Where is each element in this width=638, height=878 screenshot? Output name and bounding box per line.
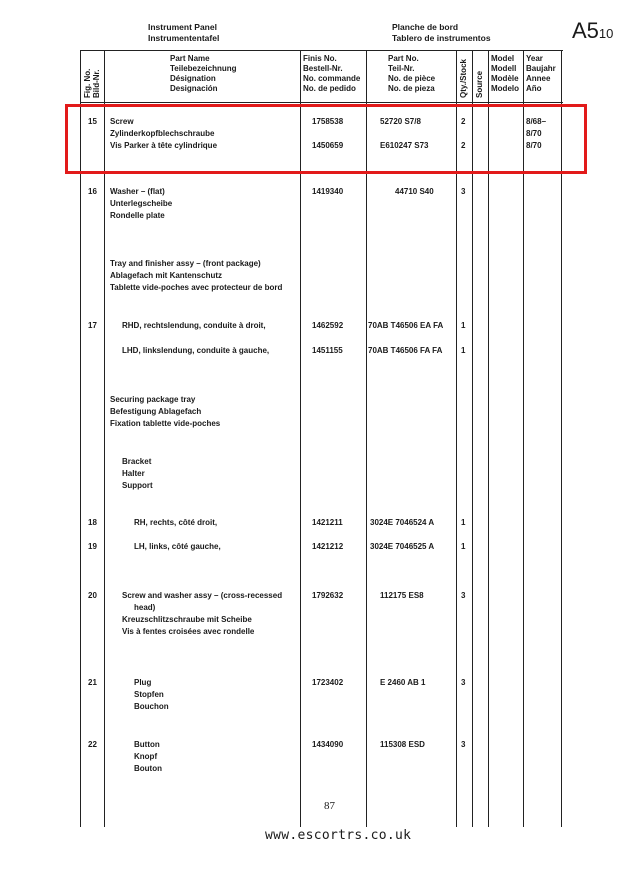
table-top-border <box>80 50 563 51</box>
part-no: 70AB T46506 EA FA <box>368 321 444 330</box>
name-line: Kreuzschlitzschraube mit Scheibe <box>122 615 252 624</box>
col-year-en: Year <box>526 54 543 63</box>
col-model <box>491 54 519 94</box>
name-line: Fixation tablette vide-poches <box>110 419 221 428</box>
finis-no: 1451155 <box>312 346 343 355</box>
part-no: 112175 ES8 <box>380 591 424 600</box>
year-line: 8/70 <box>526 129 542 138</box>
part-name-17-rhd: RHD, rechtslendung, conduite à droit, <box>122 321 266 330</box>
name-line: Bouton <box>134 764 162 773</box>
qty: 2 <box>461 117 466 126</box>
col-model-fr: Modèle <box>491 74 519 83</box>
col-part-no-fr: No. de pièce <box>388 74 436 83</box>
part-name-16 <box>110 186 172 222</box>
col-year <box>526 54 556 94</box>
table-header-border <box>80 102 563 103</box>
fig-22: 22 <box>88 740 97 749</box>
finis-no: 1419340 <box>312 187 344 196</box>
col-finis-de: Bestell-Nr. <box>303 64 343 73</box>
col-finis-es: No. de pedido <box>303 84 356 93</box>
group-bracket <box>122 456 153 492</box>
part-name-20 <box>122 590 282 638</box>
finis-no: 1421211 <box>312 518 343 527</box>
col-year-de: Baujahr <box>526 64 556 73</box>
finis-no: 1723402 <box>312 678 344 687</box>
part-no: E610247 S73 <box>380 141 429 150</box>
col-part-no-en: Part No. <box>388 54 419 63</box>
part-name-21 <box>134 677 169 713</box>
col-year-fr: Annee <box>526 74 551 83</box>
col-part-name-fr: Désignation <box>170 74 216 83</box>
name-line: Befestigung Ablagefach <box>110 407 202 416</box>
name-line: Vis Parker à tête cylindrique <box>110 141 218 150</box>
finis-no: 1792632 <box>312 591 344 600</box>
fig-21: 21 <box>88 678 97 687</box>
col-qty: Qty./Stock <box>459 59 468 98</box>
name-line: Plug <box>134 678 152 687</box>
page-code-sub: 10 <box>598 26 614 41</box>
qty: 1 <box>461 321 466 330</box>
finis-no: 1758538 <box>312 117 344 126</box>
finis-no: 1462592 <box>312 321 344 330</box>
part-name-18: RH, rechts, côté droit, <box>134 518 218 527</box>
col-part-name-es: Designación <box>170 84 218 93</box>
name-line: Support <box>122 481 153 490</box>
highlight-box <box>65 104 587 174</box>
qty: 1 <box>461 346 466 355</box>
fig-17: 17 <box>88 321 97 330</box>
fig-19: 19 <box>88 542 97 551</box>
fig-20: 20 <box>88 591 97 600</box>
name-line: Screw and washer assy – (cross-recessed <box>122 591 283 600</box>
qty: 3 <box>461 678 466 687</box>
title-es: Tablero de instrumentos <box>392 33 491 43</box>
page-code <box>572 18 613 44</box>
name-line: Vis à fentes croisées avec rondelle <box>122 627 255 636</box>
part-no: 52720 S7/8 <box>380 117 421 126</box>
col-fig-no: Fig. No. <box>83 68 92 98</box>
col-source: Source <box>475 70 484 98</box>
part-no: 3024E 7046524 A <box>370 518 435 527</box>
name-line: Knopf <box>134 752 158 761</box>
finis-no: 1434090 <box>312 740 344 749</box>
col-part-name <box>170 54 237 94</box>
name-line: Halter <box>122 469 145 478</box>
qty: 3 <box>461 740 466 749</box>
col-part-name-de: Teilebezeichnung <box>170 64 237 73</box>
name-line: Screw <box>110 117 134 126</box>
name-line: Bouchon <box>134 702 169 711</box>
col-year-es: Año <box>526 84 542 93</box>
group-securing <box>110 394 220 430</box>
col-bild-nr: Bild-Nr. <box>92 69 101 98</box>
year-line: 8/70 <box>526 141 542 150</box>
fig-18: 18 <box>88 518 97 527</box>
col-part-no-de: Teil-Nr. <box>388 64 415 73</box>
col-model-en: Model <box>491 54 515 63</box>
qty: 3 <box>461 591 466 600</box>
col-part-no <box>388 54 435 94</box>
footer-url[interactable]: www.escortrs.co.uk <box>265 828 412 843</box>
part-no: 115308 ESD <box>380 740 425 749</box>
qty: 1 <box>461 518 466 527</box>
name-line: Washer – (flat) <box>110 187 165 196</box>
col-part-name-en: Part Name <box>170 54 210 63</box>
part-name-17-lhd: LHD, linkslendung, conduite à gauche, <box>122 346 270 355</box>
fig-15: 15 <box>88 117 97 126</box>
finis-no: 1421212 <box>312 542 344 551</box>
name-line: Unterlegscheibe <box>110 199 173 208</box>
name-line: Stopfen <box>134 690 164 699</box>
part-name-19: LH, links, côté gauche, <box>134 542 221 551</box>
name-line: Rondelle plate <box>110 211 165 220</box>
page-code-main: A5 <box>572 18 599 43</box>
col-model-es: Modelo <box>491 84 519 93</box>
qty: 3 <box>461 187 466 196</box>
part-name-22 <box>134 739 162 775</box>
part-no: 3024E 7046525 A <box>370 542 435 551</box>
page-number: 87 <box>324 800 335 812</box>
col-finis <box>303 54 360 94</box>
col-finis-fr: No. commande <box>303 74 361 83</box>
name-line: head) <box>134 603 156 612</box>
year-line: 8/68– <box>526 117 547 126</box>
part-no: E 2460 AB 1 <box>380 678 426 687</box>
title-fr: Planche de bord <box>392 22 459 32</box>
fig-16: 16 <box>88 187 97 196</box>
name-line: Bracket <box>122 457 152 466</box>
col-part-no-es: No. de pieza <box>388 84 435 93</box>
name-line: Tray and finisher assy – (front package) <box>110 259 261 268</box>
name-line: Button <box>134 740 160 749</box>
qty: 2 <box>461 141 466 150</box>
title-de: Instrumententafel <box>148 33 220 43</box>
name-line: Securing package tray <box>110 395 196 404</box>
name-line: Ablagefach mit Kantenschutz <box>110 271 223 280</box>
group-tray <box>110 258 282 294</box>
title-en: Instrument Panel <box>148 22 217 32</box>
part-no: 44710 S40 <box>395 187 434 196</box>
name-line: Tablette vide-poches avec protecteur de bord <box>110 283 283 292</box>
qty: 1 <box>461 542 466 551</box>
finis-no: 1450659 <box>312 141 344 150</box>
name-line: Zylinderkopfblechschraube <box>110 129 215 138</box>
col-model-de: Modell <box>491 64 517 73</box>
col-finis-en: Finis No. <box>303 54 337 63</box>
part-no: 70AB T46506 FA FA <box>368 346 443 355</box>
